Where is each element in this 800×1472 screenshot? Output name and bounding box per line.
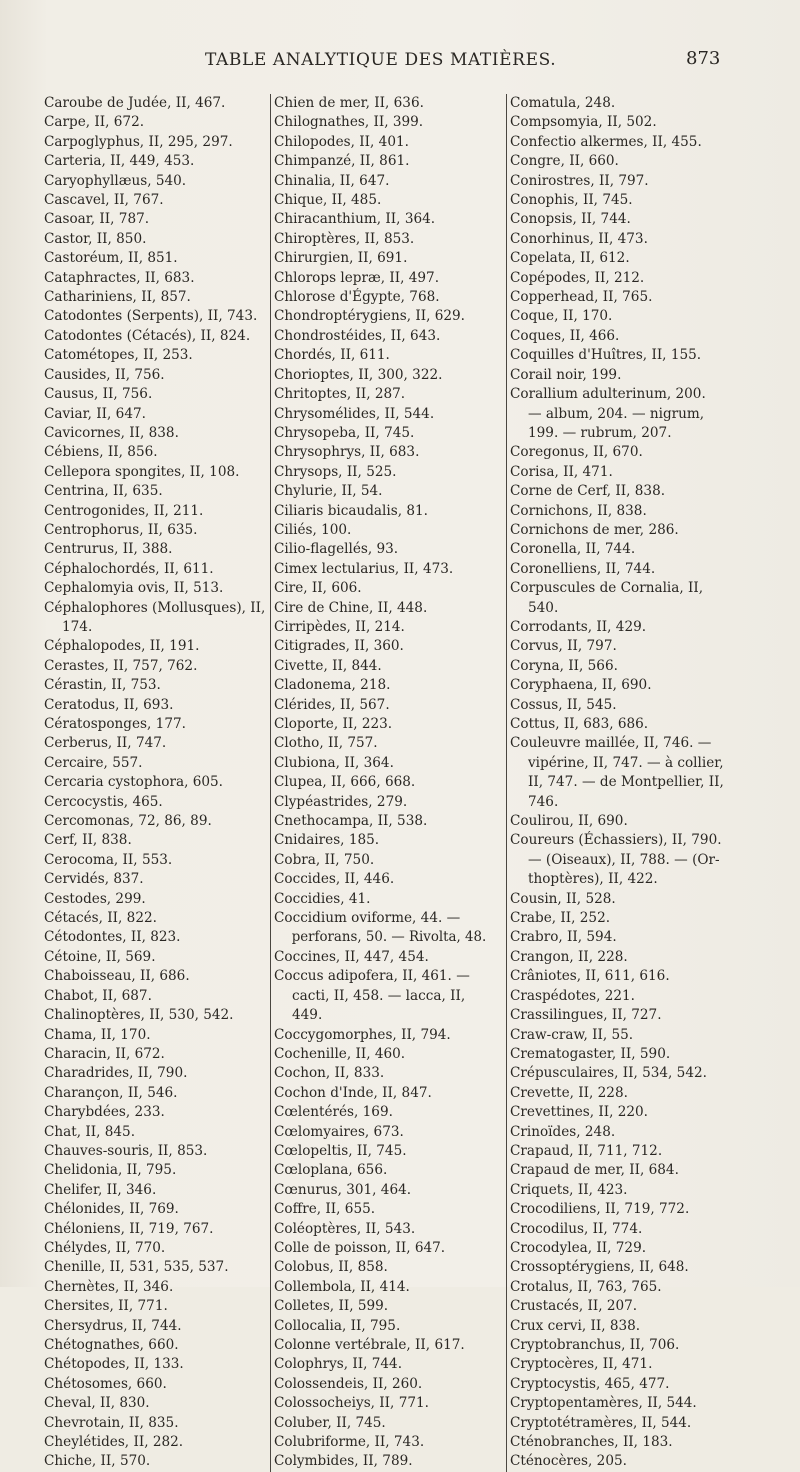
index-entry: Coccides, II, 446. — [274, 871, 395, 888]
index-entry: Chiroptères, II, 853. — [274, 230, 415, 247]
index-entry: Cryptocystis, 465, 477. — [510, 1375, 670, 1392]
index-entry: Chernètes, II, 346. — [44, 1278, 174, 1295]
index-entry: Coluber, II, 745. — [274, 1414, 386, 1431]
index-entry: Chorioptes, II, 300, 322. — [274, 366, 443, 383]
index-entry: Coquilles d'Huîtres, II, 155. — [510, 347, 702, 364]
index-entry: Castoréum, II, 851. — [44, 250, 178, 267]
index-column-2 — [270, 94, 504, 1472]
index-entry: Cébiens, II, 856. — [44, 444, 158, 461]
index-entry: Cryptopentamères, II, 544. — [510, 1395, 697, 1412]
index-entry: Cœlentérés, 169. — [274, 1104, 393, 1121]
index-entry: Crematogaster, II, 590. — [510, 1045, 671, 1062]
index-entry: Copelata, II, 612. — [510, 250, 630, 267]
index-entry: thoptères), II, 422. — [528, 871, 658, 888]
index-entry: Chrysomélides, II, 544. — [274, 405, 435, 422]
index-entry: Colobus, II, 858. — [274, 1259, 388, 1276]
index-entry: Cryptocères, II, 471. — [510, 1356, 653, 1373]
index-entry: Coryphaena, II, 690. — [510, 677, 652, 694]
index-entry: Cerocoma, II, 553. — [44, 851, 173, 868]
index-entry: — (Oiseaux), II, 788. — (Or- — [528, 851, 720, 868]
index-entry: Cétacés, II, 822. — [44, 910, 157, 927]
index-entry: Cataphractes, II, 683. — [44, 269, 195, 286]
index-entry: Chilopodes, II, 401. — [274, 133, 409, 150]
index-entry: Chétosomes, 660. — [44, 1375, 167, 1392]
index-entry: Centrogonides, II, 211. — [44, 502, 204, 519]
index-entry: Chat, II, 845. — [44, 1123, 136, 1140]
index-entry: Copépodes, II, 212. — [510, 269, 645, 286]
index-entry: Crangon, II, 228. — [510, 948, 628, 965]
index-entry: Chinalia, II, 647. — [274, 172, 390, 189]
index-entry: Crapaud de mer, II, 684. — [510, 1162, 679, 1179]
index-entry: Castor, II, 850. — [44, 230, 147, 247]
index-entry: Chirurgien, II, 691. — [274, 250, 408, 267]
index-entry: Chelifer, II, 346. — [44, 1181, 157, 1198]
index-entry: Chalinoptères, II, 530, 542. — [44, 1007, 234, 1024]
index-entry: Crâniotes, II, 611, 616. — [510, 968, 670, 985]
index-entry: Crabro, II, 594. — [510, 929, 617, 946]
index-entry: Céphalochordés, II, 611. — [44, 560, 214, 577]
index-entry: Chersites, II, 771. — [44, 1298, 168, 1315]
index-entry: Chersydrus, II, 744. — [44, 1317, 182, 1334]
index-entry: Corvus, II, 797. — [510, 638, 617, 655]
index-entry: Cérastin, II, 753. — [44, 677, 161, 694]
index-entry: Chrysophrys, II, 683. — [274, 444, 420, 461]
index-entry: Cheylétides, II, 282. — [44, 1434, 184, 1451]
index-entry: Confectio alkermes, II, 455. — [510, 133, 702, 150]
index-entry: Cephalomyia ovis, II, 513. — [44, 580, 224, 597]
index-entry: Crocodiliens, II, 719, 772. — [510, 1201, 690, 1218]
index-entry: Clotho, II, 757. — [274, 735, 378, 752]
index-entry: Catodontes (Serpents), II, 743. — [44, 308, 258, 325]
index-entry: Colle de poisson, II, 647. — [274, 1239, 446, 1256]
index-entry: Chama, II, 170. — [44, 1026, 151, 1043]
index-entry: Corpuscules de Cornalia, II, — [510, 580, 704, 597]
index-entry: Cochenille, II, 460. — [274, 1045, 406, 1062]
index-entry: II, 747. — de Montpellier, II, — [528, 774, 724, 791]
index-entry: 449. — [292, 1007, 323, 1024]
index-entry: Chelidonia, II, 795. — [44, 1162, 177, 1179]
index-entry: Coffre, II, 655. — [274, 1201, 376, 1218]
index-entry: Chauves-souris, II, 853. — [44, 1142, 208, 1159]
index-entry: Crevettines, II, 220. — [510, 1104, 649, 1121]
index-entry: Conophis, II, 745. — [510, 192, 633, 209]
index-column-1 — [44, 94, 266, 1472]
index-entry: Causides, II, 756. — [44, 366, 165, 383]
page-title: TABLE ANALYTIQUE DES MATIÈRES. — [205, 50, 557, 70]
index-entry: Congre, II, 660. — [510, 153, 619, 170]
index-entry: Craw-craw, II, 55. — [510, 1026, 634, 1043]
index-entry: Clérides, II, 567. — [274, 696, 390, 713]
index-entry: Centrina, II, 635. — [44, 483, 163, 500]
index-entry: Conorhinus, II, 473. — [510, 230, 648, 247]
index-entry: Cryptotétramères, II, 544. — [510, 1414, 692, 1431]
index-entry: Coureurs (Échassiers), II, 790. — [510, 832, 722, 849]
index-entry: Civette, II, 844. — [274, 657, 382, 674]
index-entry: Crinoïdes, 248. — [510, 1123, 616, 1140]
index-entry: perforans, 50. — Rivolta, 48. — [291, 929, 487, 946]
index-entry: Crassilingues, II, 727. — [510, 1007, 662, 1024]
index-entry: Cnethocampa, II, 538. — [274, 813, 428, 830]
index-entry: Carteria, II, 449, 453. — [44, 153, 195, 170]
index-entry: Collembola, II, 414. — [274, 1278, 410, 1295]
index-entry: vipérine, II, 747. — à collier, — [528, 754, 724, 771]
index-entry: Charançon, II, 546. — [44, 1084, 178, 1101]
index-entry: Cire, II, 606. — [274, 580, 362, 597]
index-entry: Cellepora spongites, II, 108. — [44, 463, 240, 480]
index-entry: Colletes, II, 599. — [274, 1298, 389, 1315]
index-entry: Crocodilus, II, 774. — [510, 1220, 643, 1237]
index-entry: Caroube de Judée, II, 467. — [44, 95, 226, 111]
index-entry: Colymbides, II, 789. — [274, 1453, 413, 1470]
index-entry: Crapaud, II, 711, 712. — [510, 1142, 663, 1159]
index-entry: Colophrys, II, 744. — [274, 1356, 403, 1373]
index-entry: Chéloniens, II, 719, 767. — [44, 1220, 214, 1237]
index-entry: Chritoptes, II, 287. — [274, 386, 406, 403]
index-entry: Coccygomorphes, II, 794. — [274, 1026, 451, 1043]
index-entry: Cladonema, 218. — [274, 677, 391, 694]
index-entry: Cerberus, II, 747. — [44, 735, 167, 752]
index-entry: Clubiona, II, 364. — [274, 754, 394, 771]
index-entry: Céphalopodes, II, 191. — [44, 638, 200, 655]
index-entry: Coccidium oviforme, 44. — — [274, 910, 461, 927]
index-entry: Chimpanzé, II, 861. — [274, 153, 410, 170]
index-entry: Caviar, II, 647. — [44, 405, 146, 422]
index-entry: Coccus adipofera, II, 461. — — [274, 968, 470, 985]
index-entry: Cathariniens, II, 857. — [44, 289, 191, 306]
index-entry: Chélydes, II, 770. — [44, 1239, 166, 1256]
index-entry: Conirostres, II, 797. — [510, 172, 649, 189]
index-entry: Cirripèdes, II, 214. — [274, 618, 405, 635]
index-entry: Colubriforme, II, 743. — [274, 1434, 425, 1451]
index-entry: Caryophyllæus, 540. — [44, 172, 187, 189]
index-entry: Clupea, II, 666, 668. — [274, 774, 416, 791]
index-entry: Cornichons, II, 838. — [510, 502, 647, 519]
index-entry: Cottus, II, 683, 686. — [510, 716, 649, 732]
index-entry: Cervidés, 837. — [44, 871, 144, 888]
index-entry: Carpoglyphus, II, 295, 297. — [44, 133, 233, 150]
index-entry: Coccines, II, 447, 454. — [274, 948, 429, 965]
index-entry: Cilio-flagellés, 93. — [274, 541, 399, 558]
index-entry: Cœlomyaires, 673. — [274, 1123, 404, 1140]
index-entry: Coccidies, 41. — [274, 890, 371, 907]
index-entry: 746. — [528, 793, 559, 810]
index-entry: Chordés, II, 611. — [274, 347, 390, 364]
index-entry: Characin, II, 672. — [44, 1045, 165, 1062]
index-entry: Criquets, II, 423. — [510, 1181, 628, 1198]
index-entry: Corne de Cerf, II, 838. — [510, 483, 666, 500]
index-entry: Cavicornes, II, 838. — [44, 424, 179, 441]
index-entry: Cercaria cystophora, 605. — [44, 774, 224, 791]
index-entry: Conopsis, II, 744. — [510, 211, 631, 228]
index-entry: Catométopes, II, 253. — [44, 347, 193, 364]
index-entry: Chilognathes, II, 399. — [274, 114, 424, 131]
index-entry: Cnidaires, 185. — [274, 832, 380, 849]
index-entry: Chien de mer, II, 636. — [274, 95, 424, 111]
index-entry: Coulirou, II, 690. — [510, 813, 628, 830]
index-entry: Ceratodus, II, 693. — [44, 696, 174, 713]
index-entry: Cobra, II, 750. — [274, 851, 375, 868]
index-entry: Colossendeis, II, 260. — [274, 1375, 423, 1392]
index-entry: Cerf, II, 838. — [44, 832, 132, 849]
index-entry: Crabe, II, 252. — [510, 910, 611, 927]
index-entry: Crustacés, II, 207. — [510, 1298, 638, 1315]
index-entry: Cœnurus, 301, 464. — [274, 1181, 412, 1198]
index-entry: cacti, II, 458. — lacca, II, — [292, 987, 466, 1004]
index-entry: Corrodants, II, 429. — [510, 618, 647, 635]
index-entry: Cascavel, II, 767. — [44, 192, 164, 209]
index-entry: 174. — [62, 618, 93, 635]
index-entry: Chiche, II, 570. — [44, 1453, 151, 1470]
index-entry: Chaboisseau, II, 686. — [44, 968, 190, 985]
index-entry: Crotalus, II, 763, 765. — [510, 1278, 662, 1295]
index-entry: Citigrades, II, 360. — [274, 638, 404, 655]
index-entry: Cercocystis, 465. — [44, 793, 163, 810]
index-entry: Chenille, II, 531, 535, 537. — [44, 1259, 229, 1276]
index-entry: Crossoptérygiens, II, 648. — [510, 1259, 689, 1276]
index-entry: Cochon d'Inde, II, 847. — [274, 1084, 432, 1101]
index-entry: Cétoine, II, 569. — [44, 948, 156, 965]
index-entry: Coques, II, 466. — [510, 327, 620, 344]
index-entry: Chélonides, II, 769. — [44, 1201, 179, 1218]
index-entry: Cétodontes, II, 823. — [44, 929, 181, 946]
index-entry: Chrysops, II, 525. — [274, 463, 397, 480]
index-entry: Cousin, II, 528. — [510, 890, 616, 907]
index-entry: Cochon, II, 833. — [274, 1065, 385, 1082]
index-entry: Colossocheiys, II, 771. — [274, 1395, 429, 1412]
index-entry: Catodontes (Cétacés), II, 824. — [44, 327, 251, 344]
index-entry: Couleuvre maillée, II, 746. — — [510, 735, 712, 752]
index-entry: Cire de Chine, II, 448. — [274, 599, 428, 616]
index-entry: Cœloplana, 656. — [274, 1162, 388, 1179]
index-entry: Compsomyia, II, 502. — [510, 114, 657, 131]
index-entry: Cloporte, II, 223. — [274, 716, 393, 732]
index-entry: Cestodes, 299. — [44, 890, 146, 907]
index-entry: Cornichons de mer, 286. — [510, 521, 679, 538]
index-entry: Crocodylea, II, 729. — [510, 1239, 647, 1256]
index-entry: Cimex lectularius, II, 473. — [274, 560, 454, 577]
index-entry: 199. — rubrum, 207. — [528, 424, 672, 441]
index-entry: Centrurus, II, 388. — [44, 541, 173, 558]
index-entry: Chiracanthium, II, 364. — [274, 211, 436, 228]
index-entry: Chlorose d'Égypte, 768. — [274, 289, 440, 306]
index-entry: Corisa, II, 471. — [510, 463, 613, 480]
index-entry: Corail noir, 199. — [510, 366, 622, 383]
index-entry: Chondroptérygiens, II, 629. — [274, 308, 465, 325]
index-entry: Coque, II, 170. — [510, 308, 613, 325]
index-entry: Clypéastrides, 279. — [274, 793, 408, 810]
index-entry: Cténobranches, II, 183. — [510, 1434, 673, 1451]
index-entry: — album, 204. — nigrum, — [528, 405, 705, 422]
index-entry: Coregonus, II, 670. — [510, 444, 643, 461]
index-entry: Cercaire, 557. — [44, 754, 143, 771]
page-number: 873 — [686, 48, 721, 69]
index-entry: Coléoptères, II, 543. — [274, 1220, 416, 1237]
page-header — [0, 46, 800, 76]
index-entry: Crépusculaires, II, 534, 542. — [510, 1065, 707, 1082]
index-entry: Causus, II, 756. — [44, 386, 153, 403]
index-entry: Collocalia, II, 795. — [274, 1317, 401, 1334]
index-entry: Chétopodes, II, 133. — [44, 1356, 184, 1373]
index-entry: Cerastes, II, 757, 762. — [44, 657, 198, 674]
index-entry: Cossus, II, 545. — [510, 696, 617, 713]
index-entry: Coronelliens, II, 744. — [510, 560, 656, 577]
index-entry: Charybdées, 233. — [44, 1104, 165, 1121]
index-entry: Chylurie, II, 54. — [274, 483, 383, 500]
index-entry: Centrophorus, II, 635. — [44, 521, 198, 538]
index-entry: Ciliés, 100. — [274, 521, 352, 538]
index-entry: Chétognathes, 660. — [44, 1337, 179, 1353]
index-entry: Cœlopeltis, II, 745. — [274, 1142, 407, 1159]
index-entry: Casoar, II, 787. — [44, 211, 150, 228]
index-entry: Crux cervi, II, 838. — [510, 1317, 641, 1334]
index-entry: Crevette, II, 228. — [510, 1084, 628, 1101]
index-entry: Chrysopeba, II, 745. — [274, 424, 415, 441]
index-entry: Cercomonas, 72, 86, 89. — [44, 813, 212, 830]
index-entry: Copperhead, II, 765. — [510, 289, 653, 306]
index-entry: Chevrotain, II, 835. — [44, 1414, 179, 1431]
index-entry: Chlorops lepræ, II, 497. — [274, 269, 440, 286]
index-entry: Corallium adulterinum, 200. — [510, 386, 706, 403]
index-entry: Coryna, II, 566. — [510, 657, 618, 674]
index-entry: Cténocères, 205. — [510, 1453, 627, 1470]
index-entry: Colonne vertébrale, II, 617. — [274, 1337, 465, 1353]
index-entry: Carpe, II, 672. — [44, 114, 145, 131]
index-entry: Coronella, II, 744. — [510, 541, 636, 558]
index-entry: Craspédotes, 221. — [510, 987, 636, 1004]
index-entry: Céphalophores (Mollusques), II, — [44, 599, 266, 616]
index-entry: Ciliaris bicaudalis, 81. — [274, 502, 428, 519]
index-entry: 540. — [528, 599, 559, 616]
index-entry: Chondrostéides, II, 643. — [274, 327, 441, 344]
index-entry: Cryptobranchus, II, 706. — [510, 1337, 680, 1353]
index-entry: Chique, II, 485. — [274, 192, 382, 209]
index-entry: Cheval, II, 830. — [44, 1395, 150, 1412]
index-entry: Chabot, II, 687. — [44, 987, 152, 1004]
index-entry: Charadrides, II, 790. — [44, 1065, 188, 1082]
index-entry: Cératosponges, 177. — [44, 716, 186, 732]
index-entry: Comatula, 248. — [510, 95, 616, 111]
index-column-3 — [506, 94, 772, 1472]
